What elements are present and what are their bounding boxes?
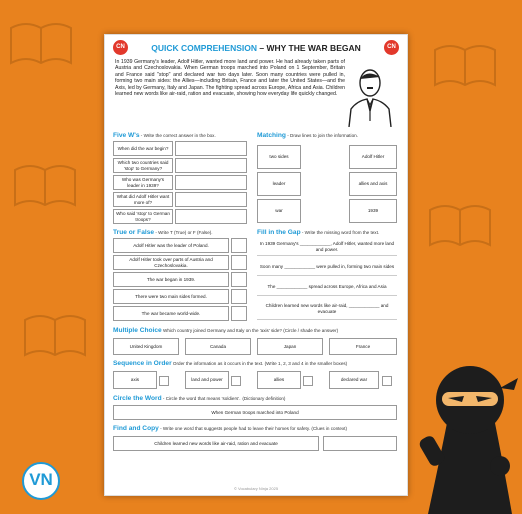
sequence-number-box[interactable] — [231, 376, 241, 386]
book-icon — [20, 310, 90, 360]
intro-text: In 1939 Germany's leader, Adolf Hitler, wanted more land and power. He had already taken parts of Austria and Czechoslovakia. When German troops marched into Poland on 1 September, Britain and France said "stop" and declared war two days later. Soon many countries were pulled in, forming two main sides: the Allies—including Britain, France and later the United States—and the Axis, led by Germany, Italy and Japan. The fighting spread across Europe, Africa and Asia. Children learned new words like air-raid, ration and evacuate, showing how everyday life quickly changed. — [115, 59, 345, 98]
find-copy-answer[interactable] — [323, 436, 397, 451]
fill-gap-sentence[interactable]: In 1939 Germany's ____________, Adolf Hitler, wanted more land and power. — [257, 238, 397, 256]
five-ws-question: When did the war begin? — [113, 141, 173, 156]
circle-word-title: Circle the Word - Circle the word that means 'soldiers'. (Dictionary definition) — [113, 395, 286, 402]
fill-gap-sentence[interactable]: Children learned new words like air-raid, ____________ and evacuate — [257, 298, 397, 320]
choice-option[interactable]: Japan — [257, 338, 323, 355]
five-ws-question: What did Adolf Hitler want more of? — [113, 192, 173, 207]
cn-badge-right: CN — [384, 40, 399, 55]
choice-option[interactable]: France — [329, 338, 397, 355]
book-icon — [430, 40, 500, 90]
cn-badge-left: CN — [113, 40, 128, 55]
worksheet — [104, 34, 408, 496]
true-false-answer[interactable] — [231, 306, 247, 321]
true-false-answer[interactable] — [231, 289, 247, 304]
matching-right-item[interactable]: 1939 — [349, 199, 397, 223]
sequence-item: axis — [113, 371, 157, 389]
matching-left-item[interactable]: leader — [257, 172, 301, 196]
find-copy-sentence: Children learned new words like air-raid, ration and evacuate — [113, 436, 319, 451]
true-false-answer[interactable] — [231, 272, 247, 287]
true-false-statement: The war began in 1939. — [113, 272, 229, 287]
ninja-mascot-icon — [418, 348, 522, 514]
vocabulary-ninja-logo: VN — [22, 462, 60, 500]
true-false-statement: Adolf Hitler took over parts of Austria and Czechoslovakia. — [113, 255, 229, 270]
fill-gap-title: Fill in the Gap - Write the missing word from the text. — [257, 229, 380, 236]
matching-right-item[interactable]: Adolf Hitler — [349, 145, 397, 169]
true-false-statement: Adolf Hitler was the leader of Poland. — [113, 238, 229, 253]
fill-gap-sentence[interactable]: The ____________ spread across Europe, Africa and Asia — [257, 278, 397, 296]
five-ws-answer[interactable] — [175, 209, 247, 224]
true-false-answer[interactable] — [231, 255, 247, 270]
matching-title: Matching - Draw lines to join the information. — [257, 132, 358, 139]
page-title: QUICK COMPREHENSION – WHY THE WAR BEGAN — [151, 43, 361, 53]
circle-word-sentence[interactable]: When German troops marched into Poland — [113, 405, 397, 420]
sequence-number-box[interactable] — [303, 376, 313, 386]
five-ws-answer[interactable] — [175, 175, 247, 190]
book-icon — [10, 160, 80, 210]
five-ws-question: Who said 'stop' to German troops? — [113, 209, 173, 224]
matching-left-item[interactable]: two sides — [257, 145, 301, 169]
copyright: © Vocabulary Ninja 2025 — [233, 486, 279, 491]
five-ws-answer[interactable] — [175, 192, 247, 207]
true-false-statement: The war became world-wide. — [113, 306, 229, 321]
book-icon — [6, 18, 76, 68]
five-ws-title: Five W's - Write the correct answer in the box. — [113, 132, 216, 139]
choice-option[interactable]: United Kingdom — [113, 338, 179, 355]
sequence-title: Sequence in Order Order the information as it occurs in the text. (Write 1, 2, 3 and 4 in the smaller boxes) — [113, 360, 348, 367]
true-false-title: True or False - Write T (True) or F (False). — [113, 229, 213, 236]
five-ws-question: Which two countries said 'stop' to Germany? — [113, 158, 173, 173]
choice-option[interactable]: Canada — [185, 338, 251, 355]
book-icon — [425, 200, 495, 250]
multiple-choice-title: Multiple Choice Which country joined Germany and Italy on the 'axis' side? (Circle / shade the answer) — [113, 327, 339, 334]
matching-right-item[interactable]: allies and axis — [349, 172, 397, 196]
true-false-answer[interactable] — [231, 238, 247, 253]
sequence-number-box[interactable] — [159, 376, 169, 386]
fill-gap-sentence[interactable]: Soon many ____________ were pulled in, forming two main sides — [257, 258, 397, 276]
find-copy-title: Find and Copy - Write one word that suggests people had to leave their homes for safety. (Clues in context) — [113, 425, 348, 432]
five-ws-question: Who was Germany's leader in 1939? — [113, 175, 173, 190]
five-ws-answer[interactable] — [175, 158, 247, 173]
sequence-number-box[interactable] — [382, 376, 392, 386]
hitler-portrait-icon — [345, 65, 395, 127]
sequence-item: allies — [257, 371, 301, 389]
true-false-statement: There were two main sides formed. — [113, 289, 229, 304]
sequence-item: land and power — [185, 371, 229, 389]
matching-left-item[interactable]: war — [257, 199, 301, 223]
sequence-item: declared war — [329, 371, 379, 389]
five-ws-answer[interactable] — [175, 141, 247, 156]
